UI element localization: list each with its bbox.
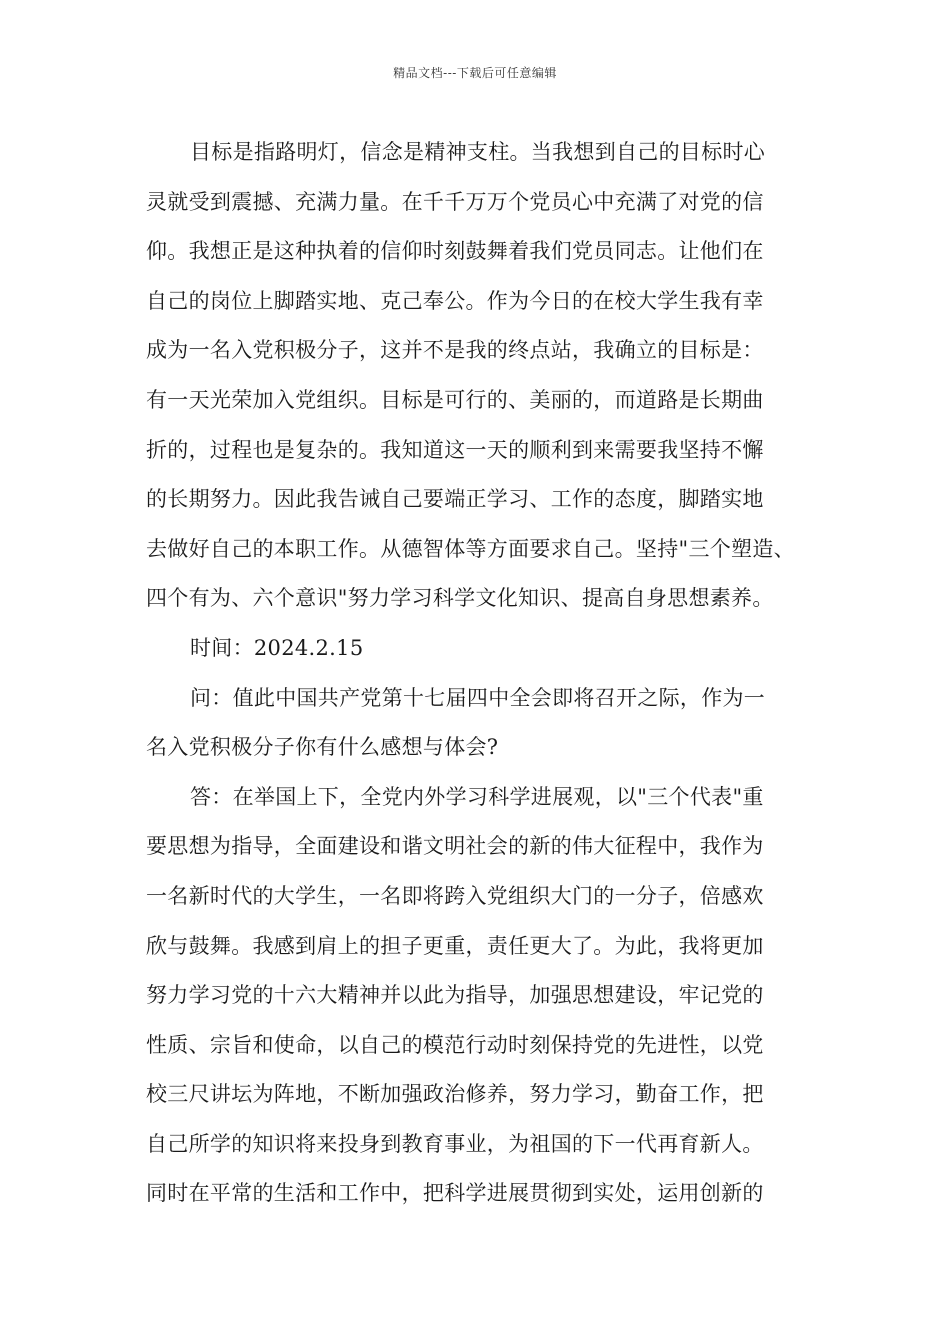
paragraph-line: 的长期努力。因此我告诫自己要端正学习、工作的态度，脚踏实地: [146, 487, 764, 512]
paragraph-line: 折的，过程也是复杂的。我知道这一天的顺利到来需要我坚持不懈: [146, 437, 764, 462]
answer-line: 欣与鼓舞。我感到肩上的担子更重，责任更大了。为此，我将更加: [146, 933, 764, 958]
answer-line: 一名新时代的大学生，一名即将跨入党组织大门的一分子，倍感欢: [146, 883, 764, 908]
answer-line: 自己所学的知识将来投身到教育事业，为祖国的下一代再育新人。: [146, 1131, 764, 1156]
paragraph-line: 成为一名入党积极分子，这并不是我的终点站，我确立的目标是：: [146, 338, 764, 363]
question-line: 问：值此中国共产党第十七届四中全会即将召开之际，作为一: [190, 685, 766, 710]
paragraph-line: 目标是指路明灯，信念是精神支柱。当我想到自己的目标时心: [190, 140, 766, 164]
answer-line: 答：在举国上下，全党内外学习科学进展观，以"三个代表"重: [190, 784, 764, 809]
page-header: 精品文档---下载后可任意编辑: [393, 66, 557, 80]
paragraph-line: 灵就受到震撼、充满力量。在千千万万个党员心中充满了对党的信: [146, 189, 764, 214]
paragraph-line: 四个有为、六个意识"努力学习科学文化知识、提高自身思想素养。: [146, 586, 774, 611]
answer-line: 同时在平常的生活和工作中，把科学进展贯彻到实处，运用创新的: [146, 1181, 764, 1206]
date-line: 时间：2024.2.15: [190, 635, 364, 660]
document-body: [146, 131, 816, 1222]
answer-line: 性质、宗旨和使命，以自己的模范行动时刻保持党的先进性，以党: [146, 1032, 764, 1057]
answer-line: 要思想为指导，全面建设和谐文明社会的新的伟大征程中，我作为: [146, 834, 764, 859]
answer-line: 校三尺讲坛为阵地，不断加强政治修养，努力学习，勤奋工作，把: [146, 1082, 764, 1107]
question-line: 名入党积极分子你有什么感想与体会?: [146, 735, 499, 760]
answer-line: 努力学习党的十六大精神并以此为指导，加强思想建设，牢记党的: [146, 983, 764, 1008]
paragraph-line: 去做好自己的本职工作。从德智体等方面要求自己。坚持"三个塑造、: [146, 536, 795, 561]
paragraph-line: 有一天光荣加入党组织。目标是可行的、美丽的，而道路是长期曲: [146, 387, 764, 412]
paragraph-line: 仰。我想正是这种执着的信仰时刻鼓舞着我们党员同志。让他们在: [146, 239, 764, 264]
paragraph-line: 自己的岗位上脚踏实地、克己奉公。作为今日的在校大学生我有幸: [146, 288, 764, 313]
